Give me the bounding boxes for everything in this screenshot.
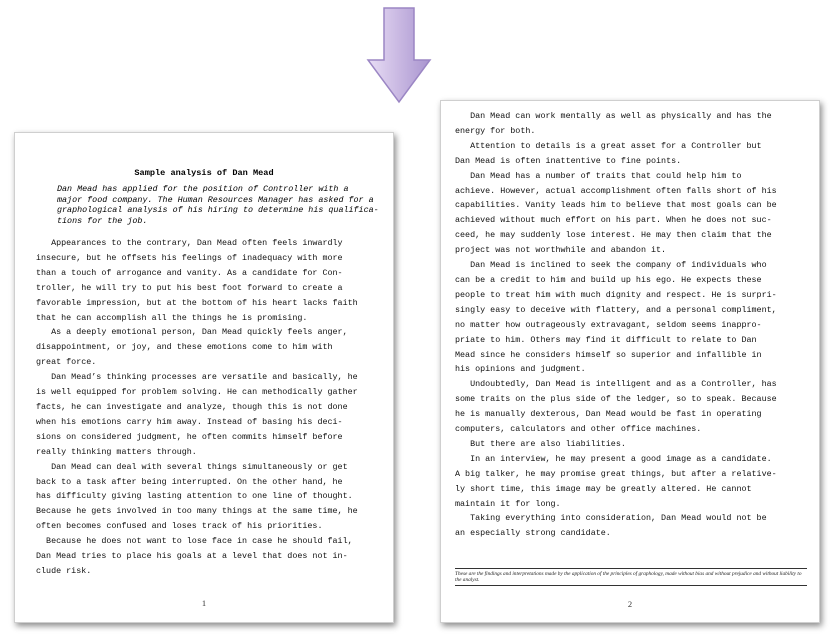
text-line: back to a task after being interrupted. On the other hand, he — [36, 476, 343, 487]
disclaimer-footnote: These are the findings and interpretations made by the application of the principles of graphology, made without bias and without prejudice and without liability to the analyst. — [455, 568, 807, 586]
text-line: ceed, he may suddenly lose interest. He may then claim that the — [455, 230, 772, 241]
page-number: 1 — [201, 598, 207, 608]
text-line: singly easy to deceive with flattery, and a personal compliment, — [455, 304, 777, 315]
text-line: major food company. The Human Resources Manager has asked for a — [57, 194, 374, 205]
text-line: an especially strong candidate. — [455, 528, 611, 539]
intro-paragraph — [57, 184, 379, 226]
text-line: troller, he will try to put his best foot forward to create a — [36, 282, 343, 293]
text-line: graphological analysis of his hiring to determine his qualifica- — [57, 205, 379, 216]
text-line: Dan Mead has applied for the position of Controller with a — [57, 184, 349, 194]
text-line: Dan Mead is inclined to seek the company of individuals who — [455, 260, 767, 271]
text-line: sions on considered judgment, he often commits himself before — [36, 431, 343, 442]
text-line: Attention to details is a great asset for a Controller but — [455, 140, 762, 151]
text-line: clude risk. — [36, 565, 92, 576]
text-line: really thinking matters through. — [36, 446, 197, 457]
down-arrow-icon — [366, 6, 432, 106]
text-line: achieve. However, actual accomplishment often falls short of his — [455, 185, 777, 196]
text-line: achieved without much effort on his part. When he does not suc- — [455, 215, 772, 226]
text-line: Undoubtedly, Dan Mead is intelligent and as a Controller, has — [455, 379, 777, 390]
text-line: tions for the job. — [57, 215, 148, 226]
text-line: But there are also liabilities. — [455, 438, 626, 449]
text-line: no matter how outrageously extravagant, seldom seems inappro- — [455, 319, 762, 330]
text-line: ly short time, this image may be greatly altered. He cannot — [455, 483, 752, 494]
text-line: favorable impression, but at the bottom of his heart lacks faith — [36, 297, 358, 308]
text-line: Taking everything into consideration, Dan Mead would not be — [455, 513, 767, 524]
text-line: great force. — [36, 357, 97, 368]
text-line: facts, he can investigate and analyze, though this is not done — [36, 401, 348, 412]
text-line: Dan Mead has a number of traits that could help him to — [455, 170, 742, 181]
text-line: capabilities. Vanity leads him to believe that most goals can be — [455, 200, 777, 211]
text-line: As a deeply emotional person, Dan Mead quickly feels anger, — [36, 327, 348, 338]
text-line: is well equipped for problem solving. He can methodically gather — [36, 387, 358, 398]
text-line: energy for both. — [455, 125, 536, 136]
text-line: insecure, but he offsets his feelings of inadequacy with more — [36, 252, 343, 263]
text-line: priate to him. Others may find it difficult to relate to Dan — [455, 334, 757, 345]
text-line: Because he gets involved in too many things at the same time, he — [36, 506, 358, 517]
text-line: Mead since he considers himself so superior and infallible in — [455, 349, 762, 360]
text-line: Because he does not want to lose face in case he should fail, — [36, 536, 353, 547]
page-number: 2 — [627, 599, 633, 609]
text-line: than a touch of arrogance and vanity. As a candidate for Con- — [36, 267, 343, 278]
text-line: Dan Mead’s thinking processes are versatile and basically, he — [36, 372, 358, 383]
document-title: Sample analysis of Dan Mead — [134, 168, 274, 178]
text-line: Appearances to the contrary, Dan Mead often feels inwardly — [36, 238, 343, 248]
text-line: people to treat him with much dignity and respect. He is surpri- — [455, 289, 777, 300]
text-line: Dan Mead tries to place his goals at a level that does not in- — [36, 551, 348, 562]
text-line: maintain it for long. — [455, 498, 561, 509]
text-line: that he can accomplish all the things he is promising. — [36, 312, 308, 323]
text-line: often becomes confused and loses track of his priorities. — [36, 521, 323, 532]
text-line: In an interview, he may present a good image as a candidate. — [455, 453, 772, 464]
page-2-body — [455, 109, 800, 541]
document-page-2 — [440, 100, 820, 623]
text-line: project was not worthwhile and abandon it. — [455, 245, 667, 256]
text-line: A big talker, he may promise great things, but after a relative- — [455, 468, 777, 479]
text-line: his opinions and judgment. — [455, 364, 586, 375]
text-line: when his emotions carry him away. Instead of basing his deci- — [36, 416, 343, 427]
page-1-body — [36, 236, 381, 579]
text-line: disappointment, or joy, and these emotions come to him with — [36, 342, 333, 353]
text-line: some traits on the plus side of the ledger, so to speak. Because — [455, 394, 777, 405]
text-line: can be a credit to him and build up his ego. He expects these — [455, 274, 762, 285]
text-line: Dan Mead can work mentally as well as physically and has the — [455, 111, 772, 121]
text-line: he is manually dexterous, Dan Mead would be fast in operating — [455, 409, 762, 420]
text-line: computers, calculators and other office machines. — [455, 424, 702, 435]
text-line: has difficulty giving lasting attention to one line of thought. — [36, 491, 353, 502]
text-line: Dan Mead is often inattentive to fine points. — [455, 155, 682, 166]
text-line: Dan Mead can deal with several things simultaneously or get — [36, 461, 348, 472]
document-page-1 — [14, 132, 394, 623]
